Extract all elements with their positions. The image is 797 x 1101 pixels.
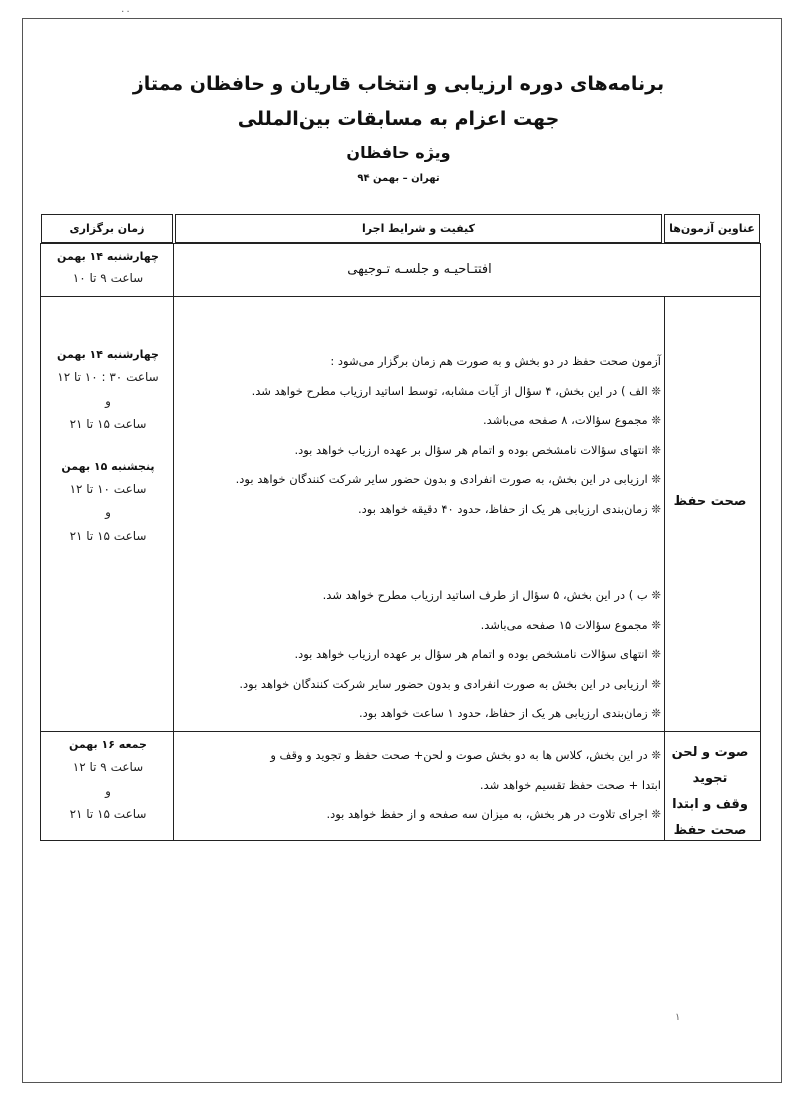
paragraph: ❊ انتهای سؤالات نامشخص بوده و اتمام هر سؤال بر عهده ارزیاب خواهد بود.: [294, 442, 661, 457]
row-2-bottom-rule: [40, 731, 761, 732]
table-bottom-rule: [40, 840, 761, 841]
paragraph: ❊ مجموع سؤالات، ۸ صفحه می‌باشد.: [483, 413, 661, 427]
row-voice-title-line: صحت حفظ: [673, 823, 747, 838]
row-voice-title-line: صوت و لحن: [671, 745, 749, 760]
row-voice-title: [668, 740, 752, 844]
row-sehhat-section-b: [71, 581, 661, 729]
exams-column-rule: [664, 296, 665, 841]
row-1-bottom-rule: [40, 296, 761, 297]
corner-mark: ۰۰: [120, 6, 131, 17]
paragraph: ❊ مجموع سؤالات ۱۵ صفحه می‌باشد.: [480, 617, 661, 632]
day-label: پنجشنبه ۱۵ بهمن: [61, 459, 155, 473]
paragraph: ❊ اجرای تلاوت در هر بخش، به میزان سه صفحه و از حفظ خواهد بود.: [326, 807, 661, 821]
and-label: و: [105, 505, 111, 520]
hours-label: ساعت ۱۰ تا ۱۲: [69, 481, 147, 496]
row-opening-time: [46, 245, 170, 290]
row-opening-conditions: افتتـاحیـه و جلسـه تـوجیهی: [347, 262, 492, 277]
paragraph: ❊ ارزیابی در این بخش، به صورت انفرادی و بدون حضور سایر شرکت کنندگان خواهد بود.: [235, 472, 661, 486]
day-label: چهارشنبه ۱۴ بهمن: [57, 348, 159, 361]
and-label: و: [105, 783, 111, 798]
hours-label: ساعت ۱۵ تا ۲۱: [69, 807, 147, 822]
paragraph: ❊ ارزیابی در این بخش به صورت انفرادی و بدون حضور سایر شرکت کنندگان خواهد بود.: [239, 676, 661, 691]
document-place-date: تهران – بهمن ۹۴: [357, 173, 440, 184]
column-header-conditions: کیفیت و شرایط اجرا: [175, 214, 662, 243]
row-opening-day: چهارشنبه ۱۴ بهمن: [57, 250, 159, 263]
table-right-rule: [760, 243, 761, 841]
paragraph: ❊ در این بخش، کلاس ها به دو بخش صوت و لحن+ صحت حفظ و تجوید و وقف و: [270, 748, 661, 762]
paragraph: ❊ زمان‌بندی ارزیابی هر یک از حفاظ، حدود ۴۰ دقیقه خواهد بود.: [358, 501, 661, 516]
document-title-line-2: جهت اعزام به مسابقات بین‌المللی: [237, 108, 560, 130]
paragraph: ابتدا + صحت حفظ تقسیم خواهد شد.: [479, 777, 661, 792]
row-voice-title-line: وقف و ابتدا: [672, 797, 748, 812]
paragraph: ❊ زمان‌بندی ارزیابی هر یک از حفاظ، حدود ۱ ساعت خواهد بود.: [358, 706, 661, 720]
paragraph: ❊ ب ) در این بخش، ۵ سؤال از طرف اساتید ارزیاب مطرح خواهد شد.: [322, 588, 661, 602]
day-label: جمعه ۱۶ بهمن: [69, 738, 147, 751]
document-title-line-1: برنامه‌های دوره ارزیابی و انتخاب قاریان و حافظان ممتاز: [132, 73, 665, 95]
row-sehhat-time: [46, 343, 170, 548]
paragraph: ❊ الف ) در این بخش، ۴ سؤال از آیات مشابه، توسط اساتید ارزیاب مطرح خواهد شد.: [251, 383, 661, 398]
hours-label: ساعت ۹ تا ۱۲: [72, 760, 144, 775]
table-left-rule: [40, 243, 41, 841]
hours-label: ساعت ۱۵ تا ۲۱: [69, 528, 147, 543]
hours-label: ساعت ۱۵ تا ۲۱: [69, 417, 147, 432]
row-sehhat-title: صحت حفظ: [673, 494, 747, 509]
and-label: و: [105, 393, 111, 408]
column-header-time: زمان برگزاری: [41, 214, 173, 243]
document-subtitle: ویژه حافظان: [346, 143, 451, 162]
hours-label: ساعت ۳۰ : ۱۰ تا ۱۲: [57, 370, 159, 385]
row-voice-time: [46, 733, 170, 827]
paragraph: ❊ انتهای سؤالات نامشخص بوده و اتمام هر سؤال بر عهده ارزیاب خواهد بود.: [294, 647, 661, 661]
table-top-rule: [40, 243, 761, 244]
column-header-exams: عناوین آزمون‌ها: [664, 214, 760, 243]
row-opening-hours: ساعت ۹ تا ۱۰: [72, 271, 144, 286]
page-mark: ۱: [675, 1012, 681, 1023]
row-voice-title-line: تجوید: [692, 771, 728, 786]
paragraph: آزمون صحت حفظ در دو بخش و به صورت هم زمان برگزار می‌شود :: [330, 354, 661, 368]
